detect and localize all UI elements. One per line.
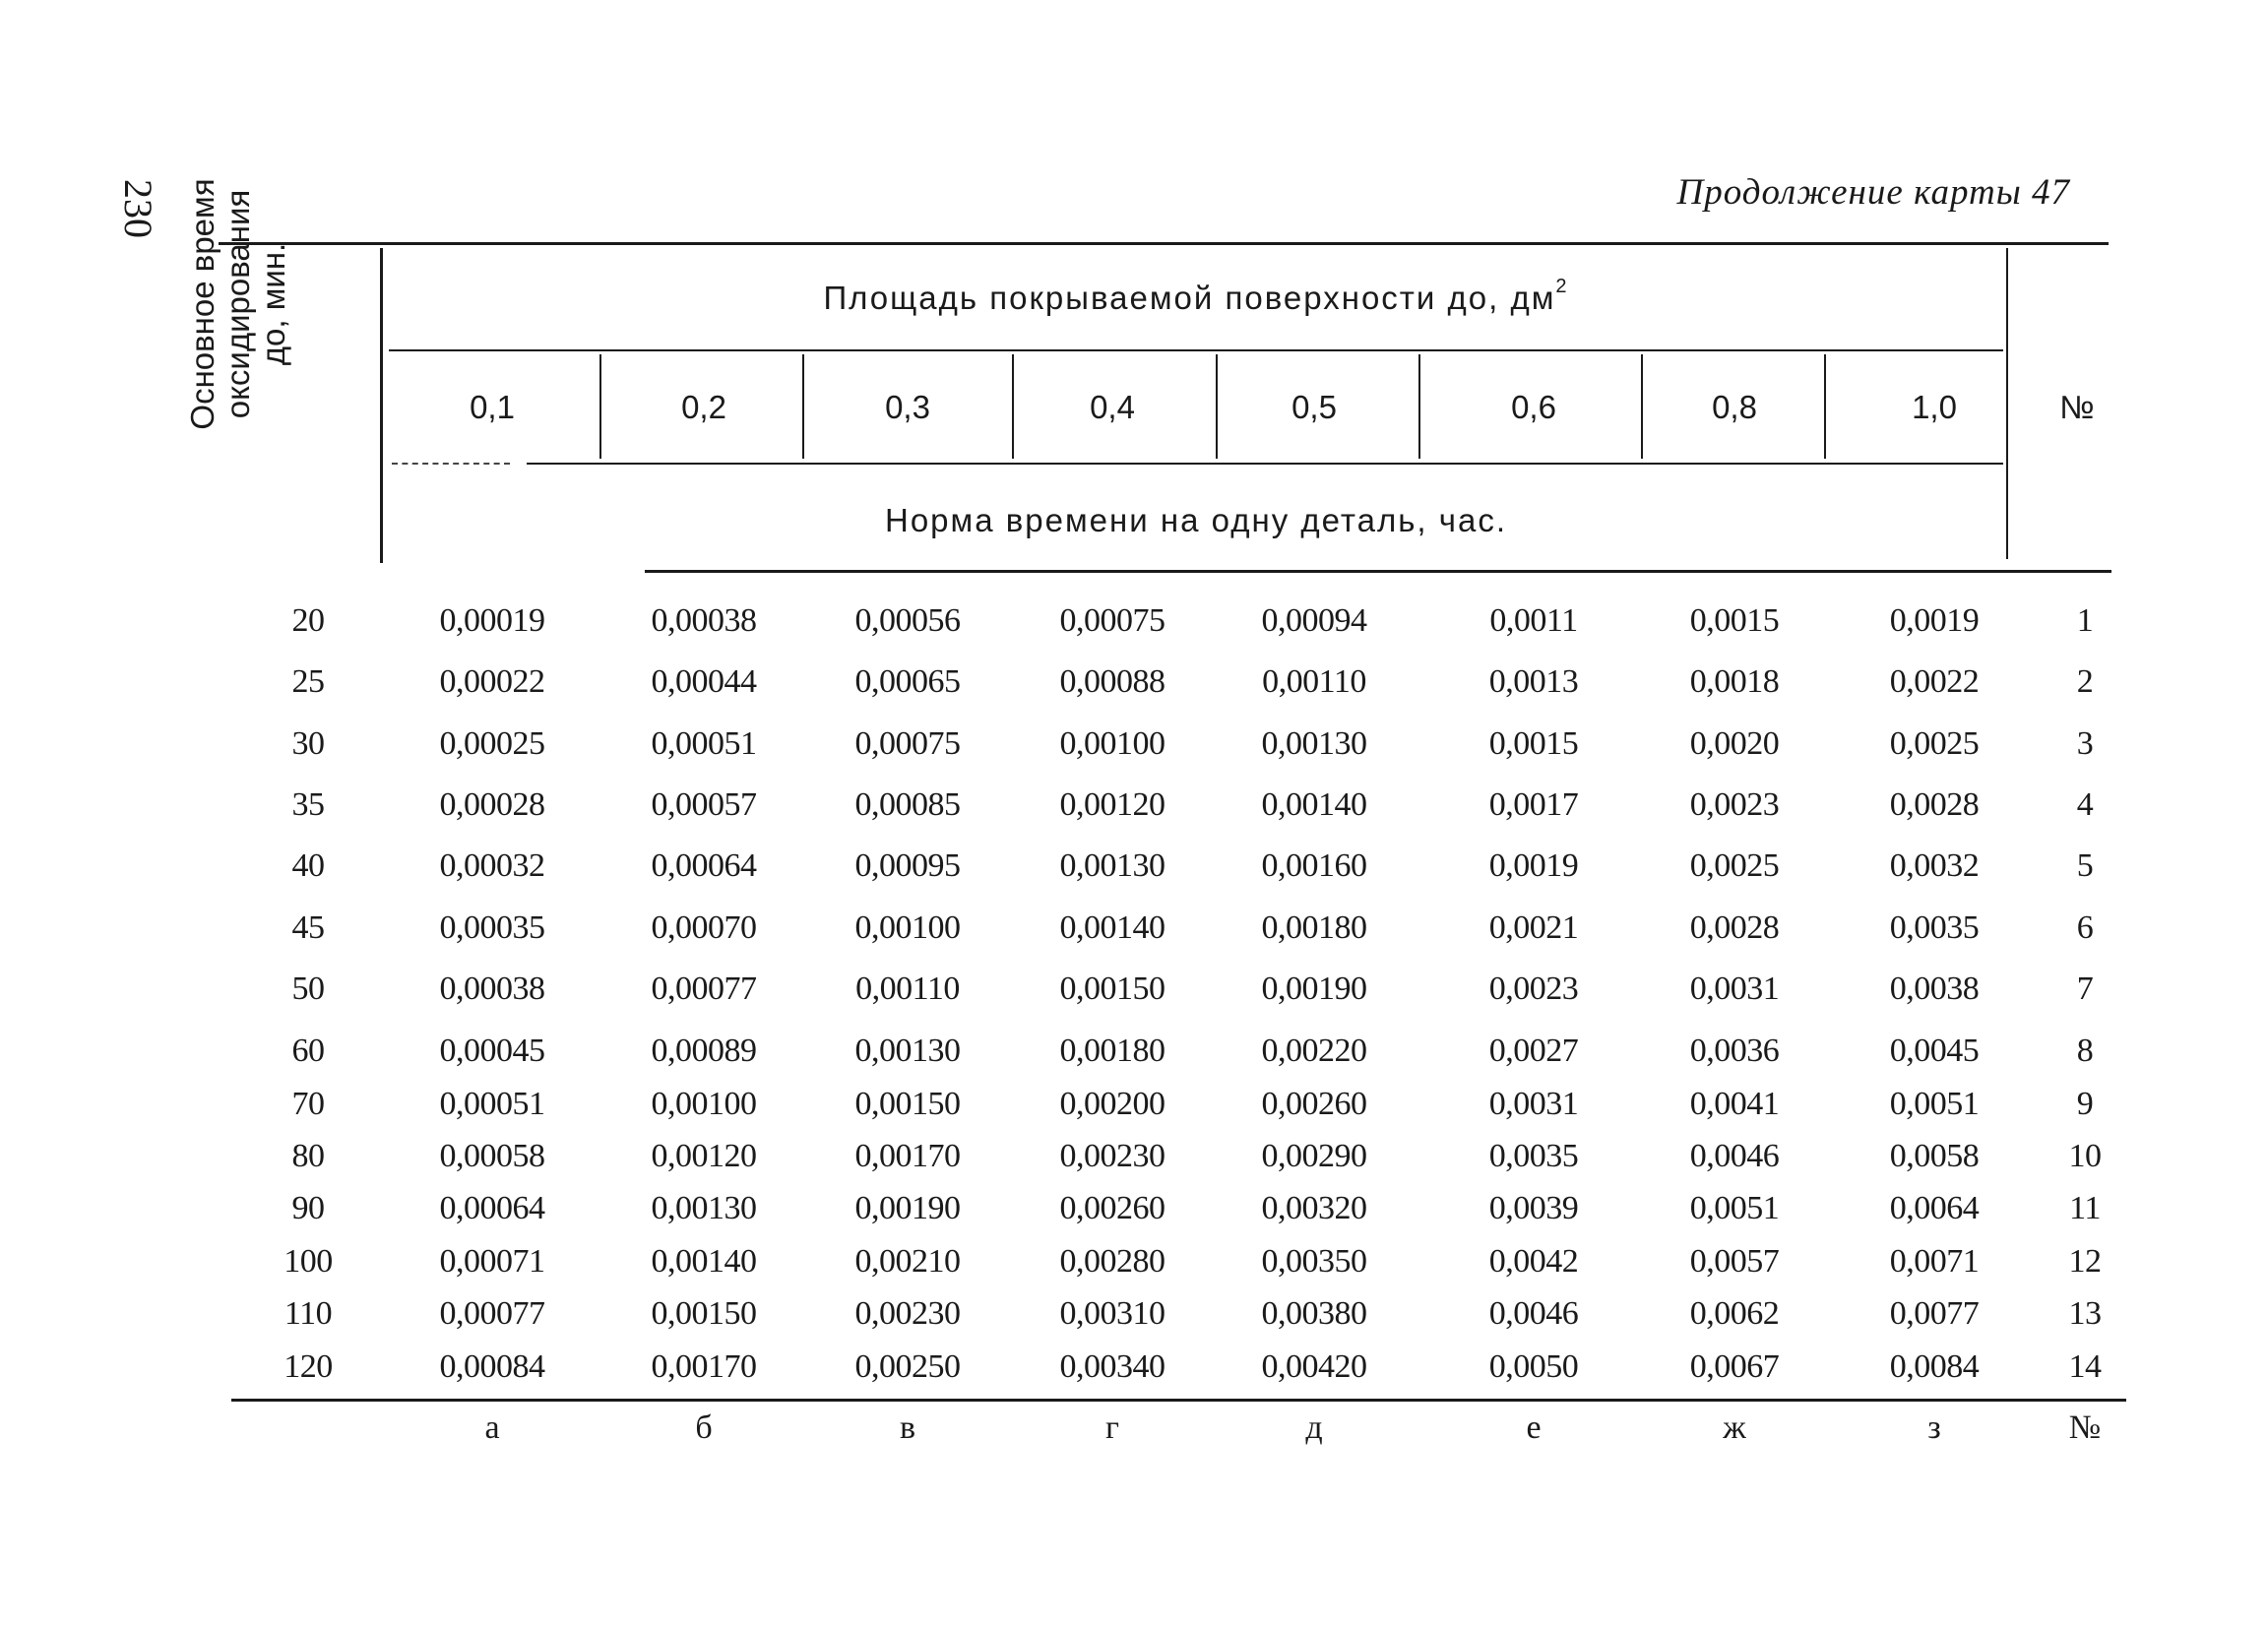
side-header-divider [380, 248, 383, 563]
col-divider [1824, 354, 1826, 459]
norm-time-cell: 0,00200 [1059, 1086, 1166, 1122]
norm-time-cell: 0,00064 [651, 847, 757, 884]
norm-time-cell: 0,0020 [1689, 725, 1780, 762]
norm-time-cell: 0,0025 [1689, 847, 1780, 884]
norm-time-cell: 0,0035 [1488, 1138, 1579, 1174]
norm-time-cell: 0,00180 [1059, 1033, 1166, 1069]
norm-time-cell: 0,00110 [855, 970, 960, 1007]
oxidation-time-cell: 110 [284, 1295, 333, 1332]
norm-time-cell: 0,00380 [1261, 1295, 1367, 1332]
oxidation-time-cell: 45 [291, 909, 325, 946]
norm-time-cell: 0,00130 [1059, 847, 1166, 884]
column-letter: е [1526, 1409, 1542, 1446]
col-divider [1012, 354, 1014, 459]
row-number-cell: 9 [2076, 1086, 2094, 1122]
norm-time-cell: 0,0046 [1689, 1138, 1780, 1174]
row-number-cell: 5 [2076, 847, 2094, 884]
norm-time-cell: 0,00019 [439, 602, 545, 639]
norm-time-cell: 0,00420 [1261, 1348, 1367, 1385]
norm-time-cell: 0,00250 [854, 1348, 961, 1385]
area-header [389, 276, 2003, 317]
norm-time-cell: 0,00130 [854, 1033, 961, 1069]
norm-time-cell: 0,00150 [651, 1295, 757, 1332]
norm-time-cell: 0,0051 [1689, 1190, 1780, 1226]
column-letter: б [695, 1409, 713, 1446]
norm-time-cell: 0,0021 [1488, 909, 1579, 946]
norm-time-cell: 0,00084 [439, 1348, 545, 1385]
number-column-divider [2006, 248, 2008, 559]
norm-time-cell: 0,0013 [1488, 663, 1579, 700]
norm-time-cell: 0,0041 [1689, 1086, 1780, 1122]
norm-time-cell: 0,00140 [651, 1243, 757, 1280]
column-value-header: 1,0 [1912, 389, 1957, 425]
column-letter: а [484, 1409, 500, 1446]
norm-time-cell: 0,00094 [1261, 602, 1367, 639]
col-divider [802, 354, 804, 459]
norm-time-cell: 0,0036 [1689, 1033, 1780, 1069]
norm-time-cell: 0,00140 [1261, 786, 1367, 823]
norm-time-cell: 0,00320 [1261, 1190, 1367, 1226]
norm-time-cell: 0,00220 [1261, 1033, 1367, 1069]
column-letter: г [1105, 1409, 1119, 1446]
norm-time-cell: 0,00150 [854, 1086, 961, 1122]
norm-time-cell: 0,00210 [854, 1243, 961, 1280]
oxidation-time-cell: 70 [291, 1086, 325, 1122]
oxidation-time-cell: 25 [291, 663, 325, 700]
norm-time-cell: 0,00045 [439, 1033, 545, 1069]
column-value-header: 0,3 [885, 389, 930, 425]
norm-time-cell: 0,0031 [1488, 1086, 1579, 1122]
row-number-cell: 11 [2069, 1190, 2101, 1226]
oxidation-time-cell: 80 [291, 1138, 325, 1174]
norm-time-cell: 0,0058 [1889, 1138, 1980, 1174]
side-header-line: до, мин. [255, 242, 291, 366]
norm-time-cell: 0,00100 [651, 1086, 757, 1122]
norm-time-cell: 0,0050 [1488, 1348, 1579, 1385]
col-divider [599, 354, 601, 459]
column-letter: в [899, 1409, 916, 1446]
oxidation-time-cell: 120 [284, 1348, 333, 1385]
row-number-cell: 13 [2068, 1295, 2102, 1332]
column-letter: д [1305, 1409, 1323, 1446]
column-values-rule [527, 463, 2003, 465]
norm-time-cell: 0,0017 [1488, 786, 1579, 823]
norm-time-cell: 0,00150 [1059, 970, 1166, 1007]
norm-time-cell: 0,0035 [1889, 909, 1980, 946]
side-header [184, 171, 292, 437]
column-value-header: 0,2 [681, 389, 726, 425]
norm-time-cell: 0,00100 [1059, 725, 1166, 762]
norm-time-cell: 0,00170 [854, 1138, 961, 1174]
norm-time-cell: 0,00058 [439, 1138, 545, 1174]
norm-time-cell: 0,00077 [651, 970, 757, 1007]
norm-time-cell: 0,0045 [1889, 1033, 1980, 1069]
continuation-title: Продолжение карты 47 [1676, 172, 2070, 213]
row-number-cell: 7 [2076, 970, 2094, 1007]
norm-time-cell: 0,0042 [1488, 1243, 1579, 1280]
norm-time-cell: 0,00088 [1059, 663, 1166, 700]
norm-time-cell: 0,0062 [1689, 1295, 1780, 1332]
norm-time-cell: 0,0018 [1689, 663, 1780, 700]
norm-time-cell: 0,00075 [854, 725, 961, 762]
norm-time-cell: 0,0023 [1689, 786, 1780, 823]
norm-time-cell: 0,00120 [1059, 786, 1166, 823]
norm-time-cell: 0,00230 [854, 1295, 961, 1332]
norm-time-cell: 0,0027 [1488, 1033, 1579, 1069]
norm-time-cell: 0,0028 [1689, 909, 1780, 946]
norm-time-cell: 0,00095 [854, 847, 961, 884]
norm-time-cell: 0,00077 [439, 1295, 545, 1332]
norm-time-cell: 0,0071 [1889, 1243, 1980, 1280]
col-divider [1418, 354, 1420, 459]
norm-time-cell: 0,00350 [1261, 1243, 1367, 1280]
norm-time-cell: 0,00022 [439, 663, 545, 700]
norm-time-cell: 0,00038 [439, 970, 545, 1007]
norm-time-cell: 0,00180 [1261, 909, 1367, 946]
row-number-cell: 6 [2076, 909, 2094, 946]
norm-time-cell: 0,00051 [651, 725, 757, 762]
oxidation-time-cell: 100 [284, 1243, 333, 1280]
side-header-line: Основное время [184, 178, 220, 430]
norm-time-cell: 0,00130 [651, 1190, 757, 1226]
norm-time-cell: 0,00085 [854, 786, 961, 823]
norm-time-cell: 0,00032 [439, 847, 545, 884]
norm-time-cell: 0,0023 [1488, 970, 1579, 1007]
number-header: № [2059, 389, 2095, 425]
side-header-line: оксидирования [220, 189, 256, 419]
norm-time-cell: 0,00190 [854, 1190, 961, 1226]
column-letter: ж [1723, 1409, 1746, 1446]
norm-time-cell: 0,00044 [651, 663, 757, 700]
norm-time-cell: 0,00075 [1059, 602, 1166, 639]
row-number-cell: 2 [2076, 663, 2094, 700]
norm-time-cell: 0,00025 [439, 725, 545, 762]
norm-time-cell: 0,00260 [1261, 1086, 1367, 1122]
norm-time-cell: 0,0084 [1889, 1348, 1980, 1385]
header-bottom-rule [645, 570, 2111, 573]
norm-time-cell: 0,00065 [854, 663, 961, 700]
oxidation-time-cell: 60 [291, 1033, 325, 1069]
norm-time-cell: 0,00056 [854, 602, 961, 639]
row-number-cell: 12 [2068, 1243, 2102, 1280]
norm-time-cell: 0,00057 [651, 786, 757, 823]
norm-time-cell: 0,0015 [1689, 602, 1780, 639]
table-top-rule [219, 242, 2109, 245]
norm-time-cell: 0,0031 [1689, 970, 1780, 1007]
norm-time-cell: 0,00035 [439, 909, 545, 946]
norm-time-cell: 0,0038 [1889, 970, 1980, 1007]
norm-time-cell: 0,00340 [1059, 1348, 1166, 1385]
column-value-header: 0,6 [1511, 389, 1556, 425]
footer-number: № [2068, 1409, 2102, 1446]
oxidation-time-cell: 90 [291, 1190, 325, 1226]
norm-time-cell: 0,00310 [1059, 1295, 1166, 1332]
oxidation-time-cell: 50 [291, 970, 325, 1007]
norm-time-cell: 0,00070 [651, 909, 757, 946]
norm-header: Норма времени на одну деталь, час. [885, 502, 1507, 538]
col-divider [1641, 354, 1643, 459]
norm-time-cell: 0,00260 [1059, 1190, 1166, 1226]
norm-time-cell: 0,0015 [1488, 725, 1579, 762]
norm-time-cell: 0,0025 [1889, 725, 1980, 762]
norm-time-cell: 0,0022 [1889, 663, 1980, 700]
norm-time-cell: 0,00064 [439, 1190, 545, 1226]
norm-time-cell: 0,00290 [1261, 1138, 1367, 1174]
col-divider [1216, 354, 1218, 459]
norm-time-cell: 0,0039 [1488, 1190, 1579, 1226]
norm-time-cell: 0,00280 [1059, 1243, 1166, 1280]
row-number-cell: 4 [2076, 786, 2094, 823]
area-header-text: Площадь покрываемой поверхности до, дм [823, 280, 1556, 316]
oxidation-time-cell: 40 [291, 847, 325, 884]
page-number: 230 [116, 179, 160, 238]
norm-time-cell: 0,0019 [1889, 602, 1980, 639]
norm-time-cell: 0,0011 [1489, 602, 1578, 639]
area-header-superscript: 2 [1555, 276, 1569, 297]
norm-time-cell: 0,00190 [1261, 970, 1367, 1007]
norm-time-cell: 0,00230 [1059, 1138, 1166, 1174]
norm-time-cell: 0,00130 [1261, 725, 1367, 762]
norm-time-cell: 0,0046 [1488, 1295, 1579, 1332]
norm-time-cell: 0,0028 [1889, 786, 1980, 823]
oxidation-time-cell: 35 [291, 786, 325, 823]
row-number-cell: 3 [2076, 725, 2094, 762]
oxidation-time-cell: 30 [291, 725, 325, 762]
norm-time-cell: 0,00100 [854, 909, 961, 946]
row-number-cell: 8 [2076, 1033, 2094, 1069]
column-value-header: 0,4 [1090, 389, 1135, 425]
norm-time-cell: 0,0032 [1889, 847, 1980, 884]
norm-time-cell: 0,0077 [1889, 1295, 1980, 1332]
norm-time-cell: 0,0019 [1488, 847, 1579, 884]
norm-time-cell: 0,00038 [651, 602, 757, 639]
norm-time-cell: 0,00160 [1261, 847, 1367, 884]
norm-time-cell: 0,00089 [651, 1033, 757, 1069]
column-letter: з [1927, 1409, 1941, 1446]
column-value-header: 0,5 [1292, 389, 1337, 425]
norm-time-cell: 0,00051 [439, 1086, 545, 1122]
norm-time-cell: 0,00170 [651, 1348, 757, 1385]
norm-time-cell: 0,00140 [1059, 909, 1166, 946]
norm-time-cell: 0,00071 [439, 1243, 545, 1280]
row-number-cell: 14 [2068, 1348, 2102, 1385]
row-number-cell: 10 [2068, 1138, 2102, 1174]
norm-time-cell: 0,00120 [651, 1138, 757, 1174]
column-value-header: 0,8 [1712, 389, 1757, 425]
norm-time-cell: 0,0051 [1889, 1086, 1980, 1122]
column-values-rule-dashed [392, 463, 510, 465]
oxidation-time-cell: 20 [291, 602, 325, 639]
norm-time-cell: 0,0067 [1689, 1348, 1780, 1385]
norm-time-cell: 0,00110 [1262, 663, 1366, 700]
norm-time-cell: 0,0057 [1689, 1243, 1780, 1280]
row-number-cell: 1 [2076, 602, 2094, 639]
norm-time-cell: 0,00028 [439, 786, 545, 823]
norm-time-cell: 0,0064 [1889, 1190, 1980, 1226]
table-bottom-rule [231, 1399, 2126, 1402]
area-header-rule [389, 349, 2003, 351]
column-value-header: 0,1 [470, 389, 515, 425]
